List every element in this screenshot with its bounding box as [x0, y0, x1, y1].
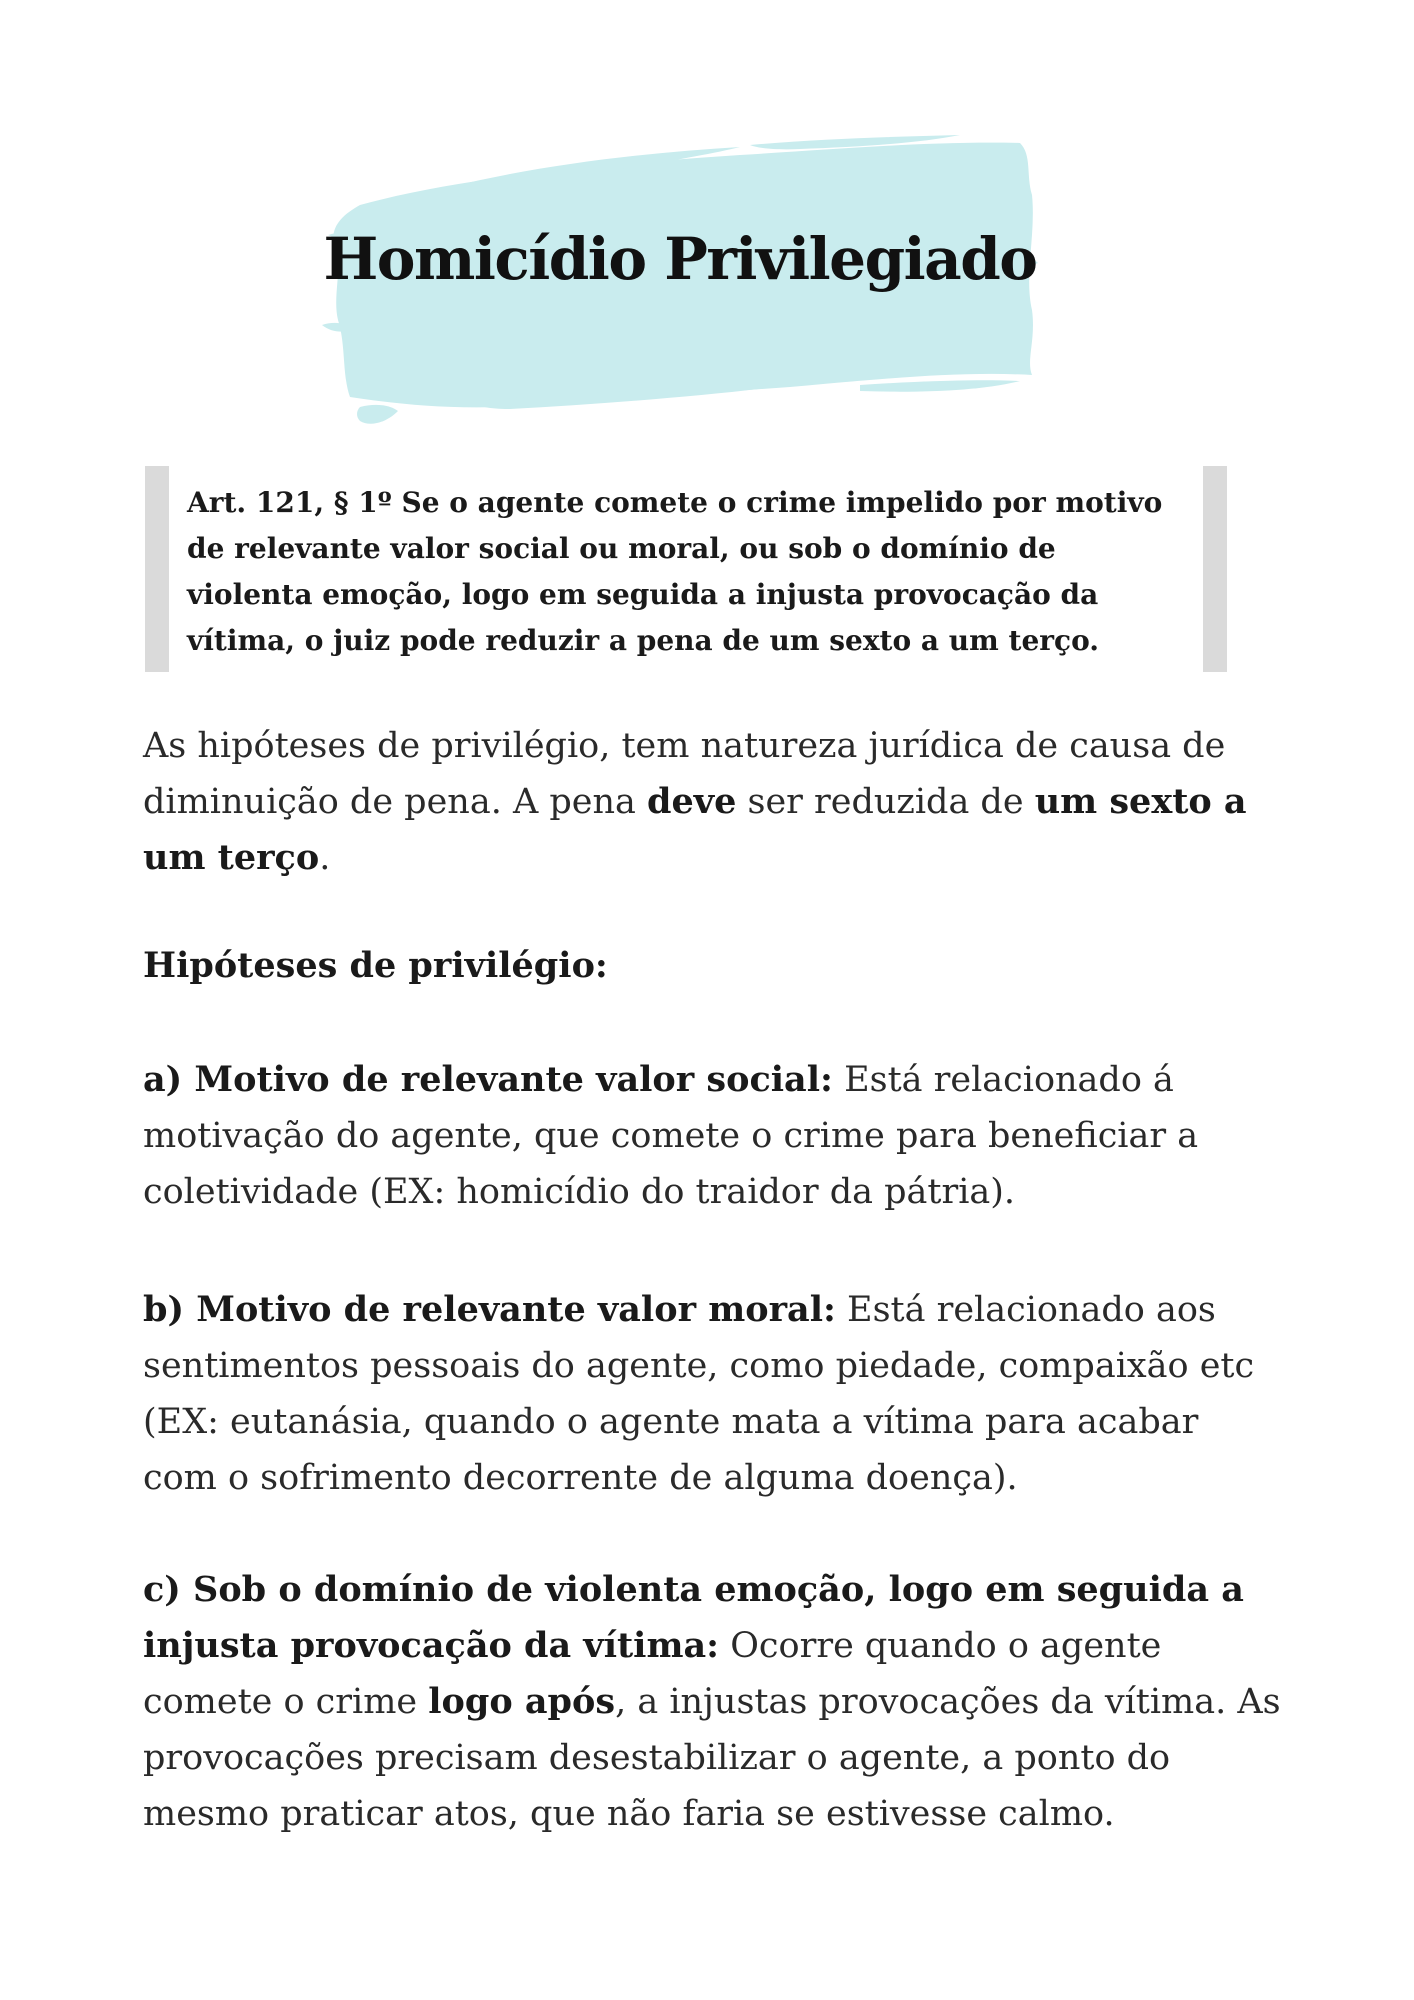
intro-bold-fraction: um sexto a um terço [143, 781, 1247, 878]
law-quote-text: Art. 121, § 1º Se o agente comete o crime impelido por motivo de relevante valor social ou moral, ou sob o domínio de violenta emoção, logo em seguida a injusta provocação da vítima, o juiz pode reduzir a pena de um sexto a um terço. [187, 486, 1163, 657]
hypothesis-b-label: b) Motivo de relevante valor moral: [143, 1289, 836, 1330]
hypothesis-a [143, 1052, 1283, 1220]
intro-bold-deve: deve [647, 781, 737, 822]
title-block [320, 135, 1040, 425]
hypothesis-c-text-1: Ocorre quando o agente comete o crime [143, 1626, 1162, 1722]
hypothesis-c-bold: logo após [428, 1681, 616, 1722]
intro-text-1: As hipóteses de privilégio, tem natureza jurídica de causa de diminuição de pena. A pena [143, 726, 1226, 822]
hypothesis-a-label: a) Motivo de relevante valor social: [143, 1059, 833, 1100]
page-title: Homicídio Privilegiado [323, 225, 1037, 293]
hypothesis-c-label: c) Sob o domínio de violenta emoção, logo em seguida a injusta provocação da vítima: [143, 1569, 1244, 1666]
intro-paragraph [143, 718, 1283, 886]
intro-text-2: ser reduzida de [736, 782, 1035, 822]
quote-bar-left [145, 466, 169, 672]
intro-text-3: . [319, 838, 331, 878]
quote-bar-right [1203, 466, 1227, 672]
law-quote-block [145, 466, 1227, 672]
hypothesis-b [143, 1282, 1283, 1506]
hypothesis-c [143, 1562, 1283, 1842]
hypotheses-heading: Hipóteses de privilégio: [143, 945, 608, 986]
hypothesis-b-text: Está relacionado aos sentimentos pessoais do agente, como piedade, compaixão etc (EX: eutanásia, quando o agente mata a vítima para acabar com o sofrimento decorrente de alguma doença). [143, 1290, 1255, 1498]
hypothesis-a-text: Está relacionado á motivação do agente, que comete o crime para beneficiar a coletividade (EX: homicídio do traidor da pátria). [143, 1060, 1199, 1212]
hypothesis-c-text-2: , a injustas provocações da vítima. As provocações precisam desestabilizar o agente, a ponto do mesmo praticar atos, que não faria se estivesse calmo. [143, 1682, 1281, 1834]
